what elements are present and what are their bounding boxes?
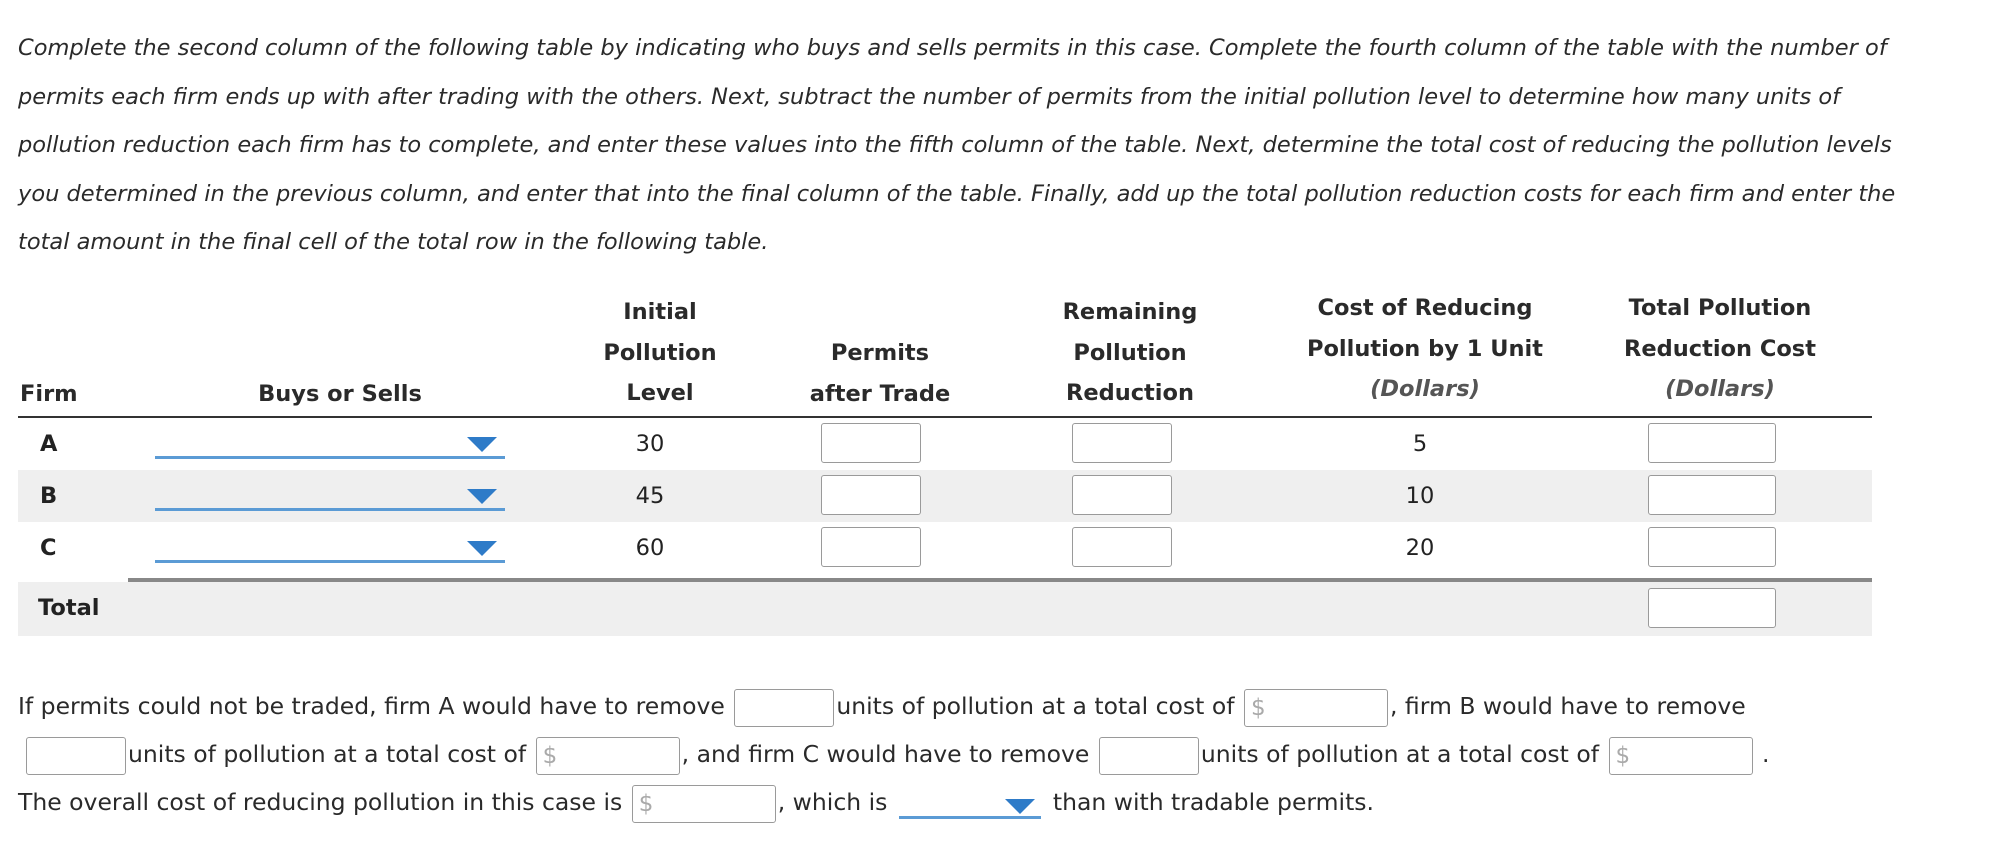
prose-line-1: If permits could not be traded, firm A would have to remove units of pollution at a total cost of $ , firm B would have to remove [18, 683, 1746, 729]
firm-b-units-input[interactable] [26, 737, 126, 775]
overall-cost-input[interactable] [632, 785, 776, 823]
dollar-icon: $ [542, 742, 558, 769]
initial-pollution-b: 45 [635, 483, 665, 509]
firm-c-units-input[interactable] [1099, 737, 1199, 775]
total-cost-input-b[interactable] [1648, 475, 1776, 515]
firm-c-label: C [40, 535, 57, 561]
chevron-down-icon [467, 541, 497, 556]
firm-a-units-input[interactable] [734, 689, 834, 727]
header-permits-after-trade: Permits after Trade [809, 340, 951, 407]
total-cost-input-c[interactable] [1648, 527, 1776, 567]
prose-line-3: The overall cost of reducing pollution in this case is $ , which is than with tradable permits. [18, 779, 1374, 825]
chevron-down-icon [1005, 799, 1035, 814]
buys-or-sells-dropdown-a[interactable] [155, 429, 505, 459]
remaining-reduction-input-b[interactable] [1072, 475, 1172, 515]
initial-pollution-a: 30 [635, 431, 665, 457]
dollar-icon: $ [638, 790, 654, 817]
remaining-reduction-input-a[interactable] [1072, 423, 1172, 463]
header-buys-or-sells: Buys or Sells [258, 381, 422, 407]
prose-line-2: units of pollution at a total cost of $ , and firm C would have to remove units of pollution at a total cost of $ . [18, 731, 1769, 777]
firm-c-cost-input[interactable] [1609, 737, 1753, 775]
chevron-down-icon [467, 437, 497, 452]
total-label: Total [38, 595, 100, 621]
permits-after-trade-input-a[interactable] [821, 423, 921, 463]
header-divider [18, 416, 1872, 418]
header-cost-per-unit: Cost of Reducing Pollution by 1 Unit (Dollars) [1306, 295, 1544, 402]
firm-a-label: A [40, 431, 58, 457]
firm-a-cost-input[interactable] [1244, 689, 1388, 727]
permits-after-trade-input-b[interactable] [821, 475, 921, 515]
firm-b-label: B [40, 483, 58, 509]
header-remaining-reduction: Remaining Pollution Reduction [1062, 299, 1198, 406]
header-firm: Firm [20, 381, 78, 407]
instructions-text: Complete the second column of the following table by indicating who buys and sells permits in this case. Complete the fourth column of the table with the number of permits each firm ends up with after trading with the others. Next, subtract the number of permits from the initial pollution level to determine how many units of pollution reduction each firm has to complete, and enter these values into the fifth column of the table. Next, determine the total cost of reducing the pollution levels you determined in the previous column, and enter that into the final column of the table. Finally, add up the total pollution reduction costs for each firm and enter the total amount in the final cell of the total row in the following table. [18, 35, 1896, 255]
comparison-dropdown[interactable] [899, 789, 1041, 819]
buys-or-sells-dropdown-b[interactable] [155, 481, 505, 511]
dollar-icon: $ [1250, 694, 1266, 721]
total-row-background [18, 582, 1872, 636]
grand-total-cost-input[interactable] [1648, 588, 1776, 628]
remaining-reduction-input-c[interactable] [1072, 527, 1172, 567]
header-initial-pollution: Initial Pollution Level [603, 299, 717, 406]
total-divider [128, 578, 1872, 582]
cost-per-unit-b: 10 [1405, 483, 1435, 509]
permits-after-trade-input-c[interactable] [821, 527, 921, 567]
header-total-cost: Total Pollution Reduction Cost (Dollars) [1624, 295, 1816, 402]
dollar-icon: $ [1615, 742, 1631, 769]
total-cost-input-a[interactable] [1648, 423, 1776, 463]
initial-pollution-c: 60 [635, 535, 665, 561]
buys-or-sells-dropdown-c[interactable] [155, 533, 505, 563]
cost-per-unit-c: 20 [1405, 535, 1435, 561]
cost-per-unit-a: 5 [1412, 431, 1428, 457]
firm-b-cost-input[interactable] [536, 737, 680, 775]
chevron-down-icon [467, 489, 497, 504]
